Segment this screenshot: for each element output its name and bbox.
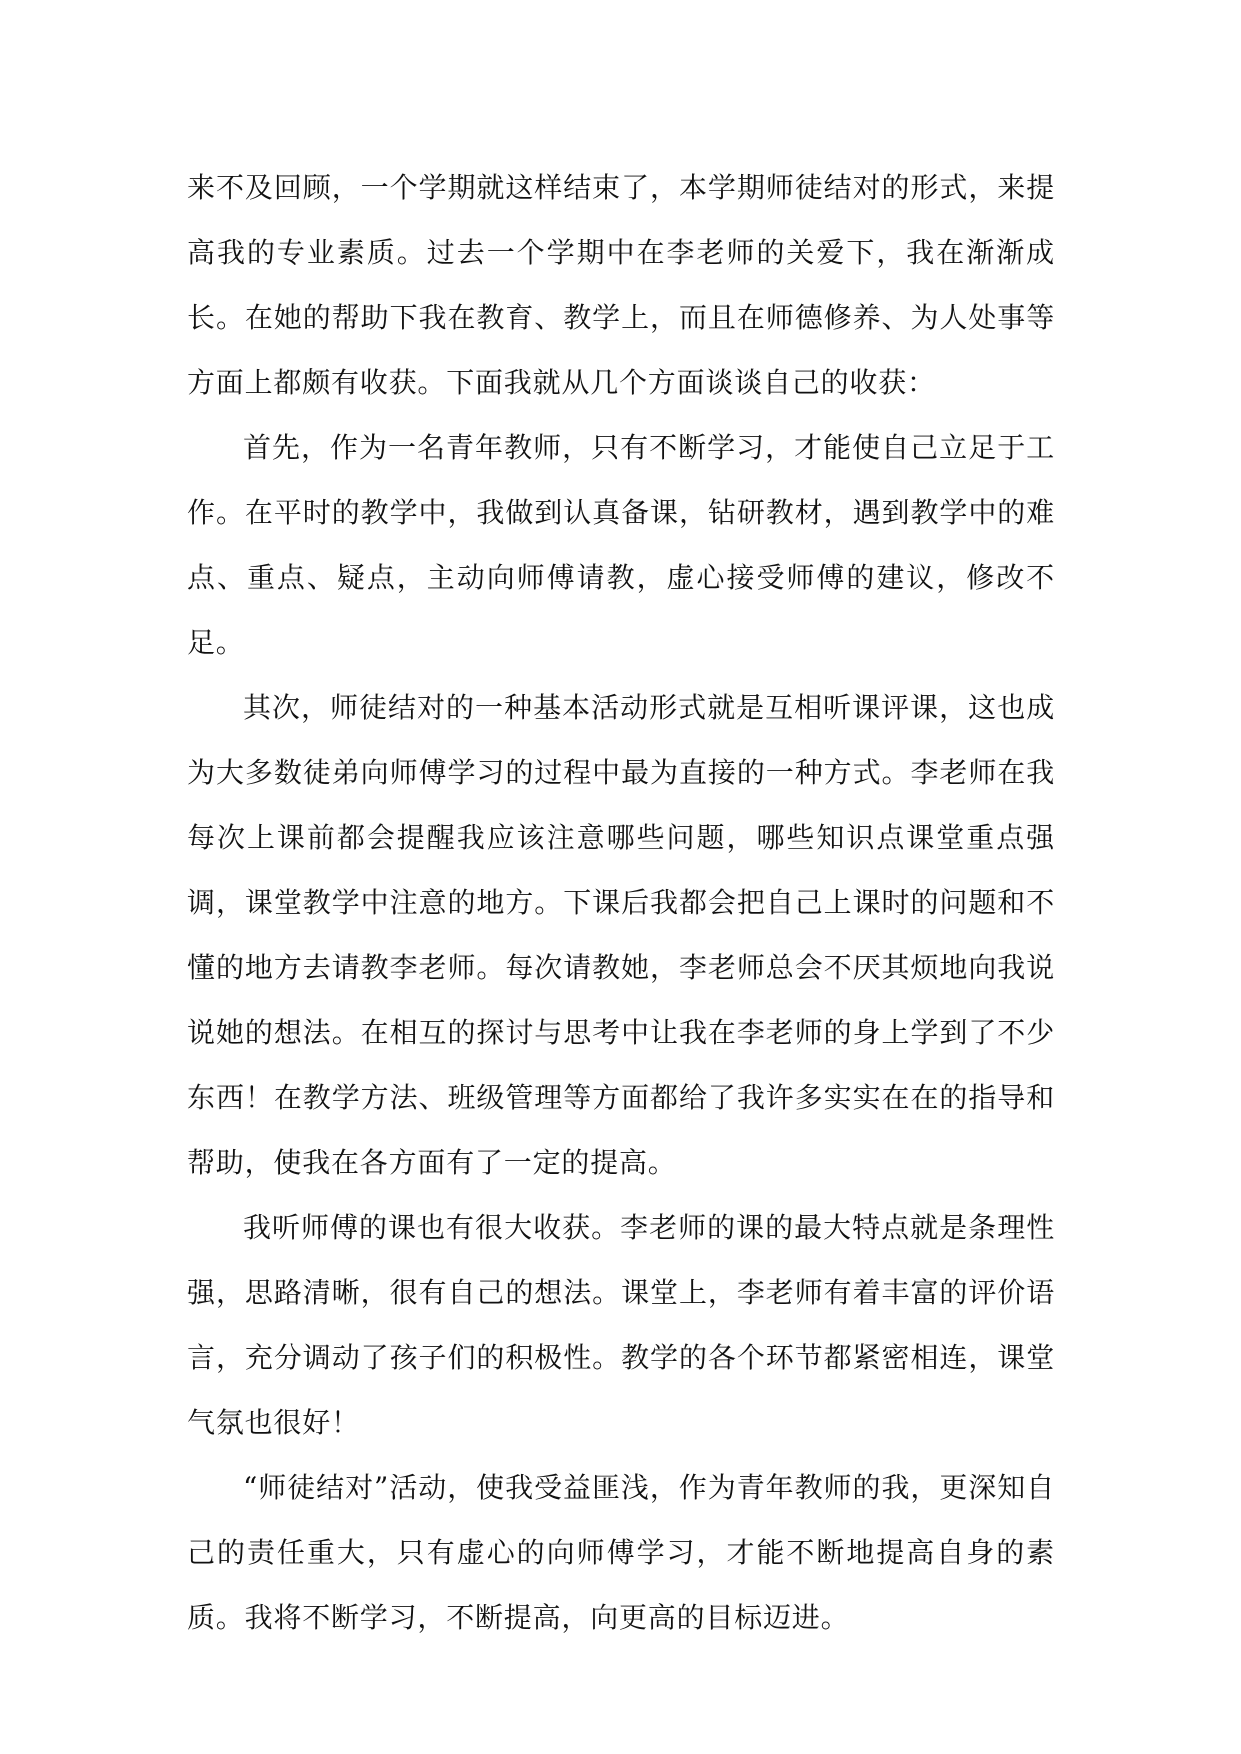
paragraph-second-point: 其次，师徒结对的一种基本活动形式就是互相听课评课，这也成为大多数徒弟向师傅学习的过程中最为直接的一种方式。李老师在我每次上课前都会提醒我应该注意哪些问题，哪些知识点课堂重点强调，课堂教学中注意的地方。下课后我都会把自己上课时的问题和不懂的地方去请教李老师。每次请教她，李老师总会不厌其烦地向我说说她的想法。在相互的探讨与思考中让我在李老师的身上学到了不少东西！在教学方法、班级管理等方面都给了我许多实实在在的指导和帮助，使我在各方面有了一定的提高。 xyxy=(187,691,1055,1179)
paragraph-observation: 我听师傅的课也有很大收获。李老师的课的最大特点就是条理性强，思路清晰，很有自己的想法。课堂上，李老师有着丰富的评价语言，充分调动了孩子们的积极性。教学的各个环节都紧密相连，课堂气氛也很好！ xyxy=(187,1211,1055,1439)
document-body xyxy=(187,155,1055,1650)
paragraph-conclusion: “师徒结对”活动，使我受益匪浅，作为青年教师的我，更深知自己的责任重大，只有虚心的向师傅学习，才能不断地提高自身的素质。我将不断学习，不断提高，向更高的目标迈进。 xyxy=(187,1471,1055,1634)
paragraph-first-point: 首先，作为一名青年教师，只有不断学习，才能使自己立足于工作。在平时的教学中，我做到认真备课，钻研教材，遇到教学中的难点、重点、疑点，主动向师傅请教，虚心接受师傅的建议，修改不足。 xyxy=(187,431,1055,659)
paragraph-intro: 来不及回顾，一个学期就这样结束了，本学期师徒结对的形式，来提高我的专业素质。过去一个学期中在李老师的关爱下，我在渐渐成长。在她的帮助下我在教育、教学上，而且在师德修养、为人处事等方面上都颇有收获。下面我就从几个方面谈谈自己的收获： xyxy=(187,171,1055,399)
